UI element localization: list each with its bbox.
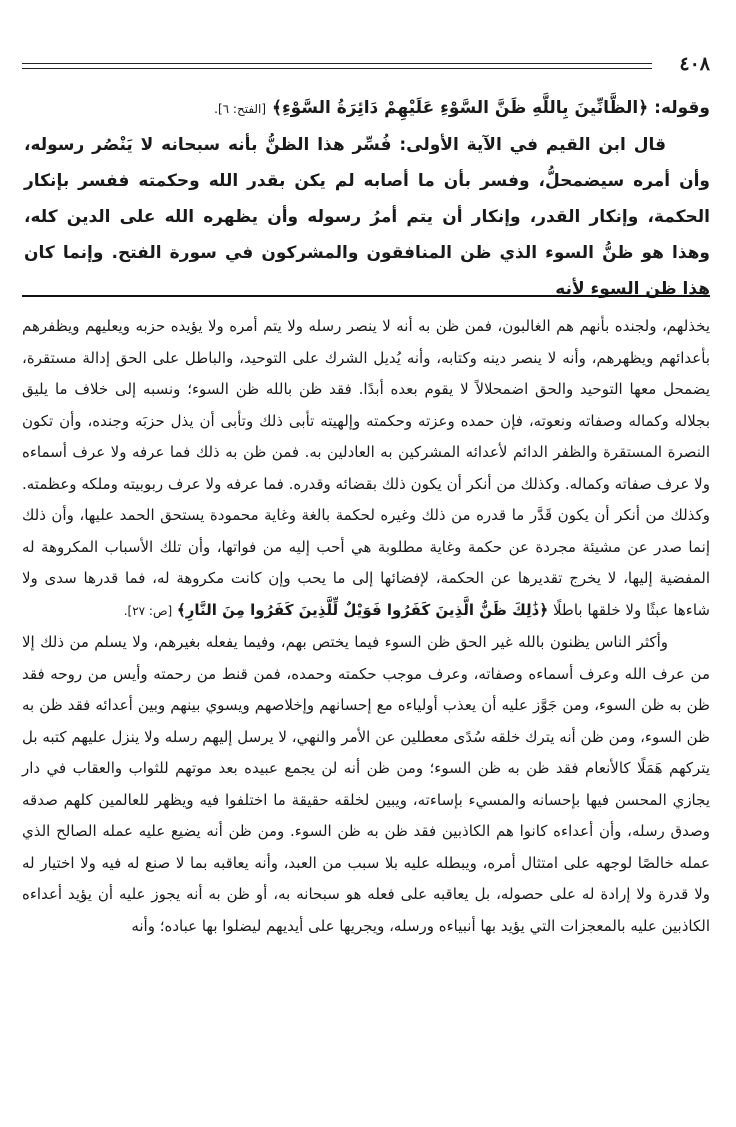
footnote-text [22, 311, 710, 942]
footnote-paragraph-1-text: يخذلهم، ولجنده بأنهم هم الغالبون، فمن ظن به أنه لا ينصر رسله ولا يتم أمره ولا يؤيده حزبه ويعليهم ويظفرهم بأعدائهم ويظهرهم، وأنه لا ينصر دينه وكتابه، وأنه يُديل الشرك على التوحيد، والباطل على الحق إدالة مستقرة، يضمحل معها التوحيد والحق اضمحلالاً لا يقوم بعده أبدًا. فقد ظن بالله ظن السوء؛ ونسبه إلى خلاف ما يليق بجلاله وكماله وصفاته ونعوته، فإن حمده وعزته وحكمته وإلهيته تأبى ذلك وتأبى أن يذل حزبَه وجنده، وأن تكون النصرة المستقرة والظفر الدائم لأعدائه المشركين به العادلين به. فمن ظن به ذلك فما عرفه ولا عرف أسماءه ولا عرف صفاته وكماله. وكذلك من أنكر أن يكون ذلك بقضائه وقدره. فما عرفه ولا عرف ربوبيته وملكه وعظمته. وكذلك من أنكر أن يكون قَدَّر ما قدره من ذلك وغيره لحكمة بالغة وغاية محمودة يستحق الحمد عليها، وأن ذلك إنما صدر عن مشيئة مجردة عن حكمة وغاية مطلوبة هي أحب إليه من فواتها، وأن تلك الأسباب المكروهة له المفضية إليها، لا يخرج تقديرها عن الحكمة، لإفضائها إلى ما يحب وإن كانت مكروهة له، فما قدرها سدى ولا شاءها عبثًا ولا خلقها باطلًا [22, 317, 710, 619]
quran-verse-2: ﴿ذَٰلِكَ ظَنُّ الَّذِينَ كَفَرُوا فَوَيْلٌ لِّلَّذِينَ كَفَرُوا مِنَ النَّارِ﴾ [176, 600, 549, 619]
footnote-paragraph-1 [22, 311, 710, 627]
verse-reference-2: [ص: ٢٧]. [123, 603, 173, 618]
verse-intro: وقوله: [654, 98, 710, 118]
footnote-separator [22, 295, 710, 297]
footnote-paragraph-2: وأكثر الناس يظنون بالله غير الحق ظن السوء فيما يختص بهم، وفيما يفعله بغيرهم، ولا يسلم من ذلك إلا من عرف الله وعرف أسماءه وصفاته، وعرف موجب حكمته وحمده، فمن قنط من رحمته وأيس من روحه فقد ظن به ظن السوء، ومن جَوَّز عليه أن يعذب أولياءه مع إحسانهم وإخلاصهم ويسوي بينهم وبين أعدائه فقد ظن به ظن السوء، ومن ظن أنه يترك خلقه سُدًى معطلين عن الأمر والنهي، لا يرسل إليهم رسله ولا ينزل عليهم كتبه بل يتركهم هَمَلًا كالأنعام فقد ظن به ظن السوء؛ ومن ظن أنه لن يجمع عبيده بعد موتهم للثواب والعقاب في دار يجازي المحسن فيها بإحسانه والمسيء بإساءته، ويبين لخلقه حقيقة ما اختلفوا فيه ويظهر للعالمين كلهم صدقه وصدق رسله، وأن أعداءه كانوا هم الكاذبين فقد ظن به ظن السوء. ومن ظن أنه يضيع عليه عمله الصالح الذي عمله خالصًا لوجهه على امتثال أمره، ويبطله عليه بلا سبب من العبد، وأنه يعاقبه بما لا صنع له فيه ولا اختيار له ولا قدرة ولا إرادة له على حصوله، بل يعاقبه على فعله هو سبحانه به، أو ظن به أنه يجوز عليه أن يؤيد أعداءه الكاذبين عليه بالمعجزات التي يؤيد بها أنبياءه ورسله، ويجريها على أيديهم ليضلوا بها عباده؛ وأنه [22, 633, 710, 935]
page-number: ٤٠٨ [679, 53, 710, 75]
verse-line [24, 90, 710, 127]
verse-reference: [الفتح: ٦]. [214, 102, 267, 116]
main-paragraph: قال ابن القيم في الآية الأولى: فُسِّر هذا الظنُّ بأنه سبحانه لا يَنْصُر رسوله، وأن أمره سيضمحلُّ، وفسر بأن ما أصابه لم يكن بقدر الله وحكمته ففسر بإنكار الحكمة، وإنكار القدر، وإنكار أن يتم أمرُ رسوله وأن يظهره الله على الدين كله، وهذا هو ظنُّ السوء الذي ظن المنافقون والمشركون في سورة الفتح. وإنما كان هذا ظن السوء لأنه [24, 135, 710, 299]
page-header [22, 52, 710, 76]
main-text [24, 90, 710, 307]
header-rule [22, 63, 652, 69]
quran-verse: ﴿الظَّانِّينَ بِاللَّهِ ظَنَّ السَّوْءِ عَلَيْهِمْ دَائِرَةُ السَّوْءِ﴾ [271, 98, 649, 118]
